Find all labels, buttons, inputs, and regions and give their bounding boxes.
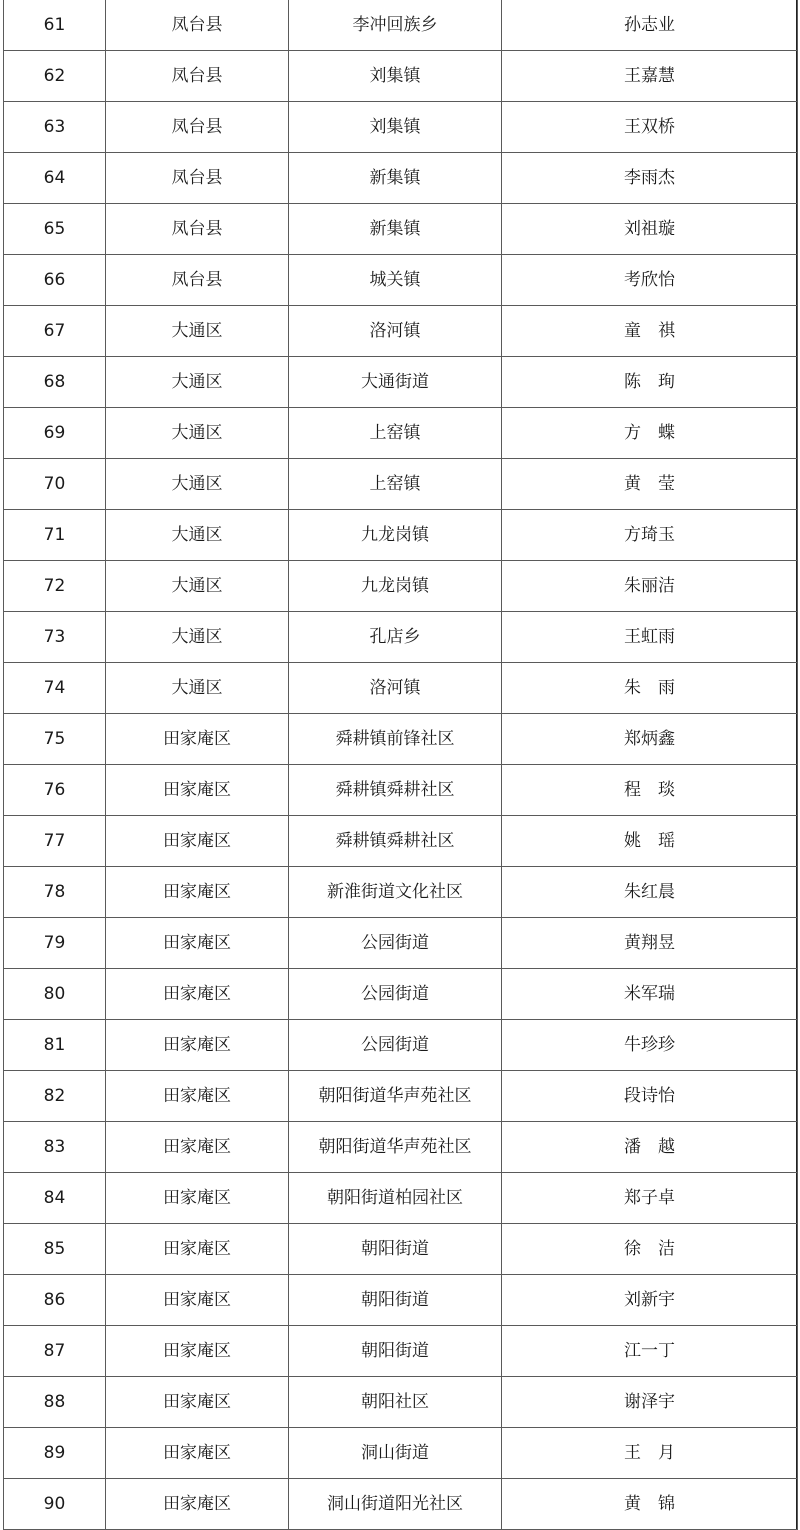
township-cell: 舜耕镇舜耕社区 (289, 765, 502, 816)
person-name-cell: 姚 瑶 (502, 816, 798, 867)
township-cell: 九龙岗镇 (289, 561, 502, 612)
county-cell: 田家庵区 (106, 1479, 289, 1530)
person-name-cell: 米军瑞 (502, 969, 798, 1020)
row-number-cell: 85 (4, 1224, 106, 1275)
county-cell: 田家庵区 (106, 1428, 289, 1479)
township-cell: 朝阳街道 (289, 1275, 502, 1326)
county-cell: 凤台县 (106, 204, 289, 255)
person-name-cell: 黄翔昱 (502, 918, 798, 969)
township-cell: 洛河镇 (289, 306, 502, 357)
county-cell: 凤台县 (106, 255, 289, 306)
row-number-cell: 73 (4, 612, 106, 663)
county-cell: 田家庵区 (106, 765, 289, 816)
row-number-cell: 71 (4, 510, 106, 561)
row-number-cell: 77 (4, 816, 106, 867)
table-row (4, 0, 798, 51)
table-row (4, 357, 798, 408)
table-row (4, 153, 798, 204)
township-cell: 公园街道 (289, 1020, 502, 1071)
row-number-cell: 84 (4, 1173, 106, 1224)
township-cell: 大通街道 (289, 357, 502, 408)
county-cell: 田家庵区 (106, 1224, 289, 1275)
county-cell: 田家庵区 (106, 1173, 289, 1224)
table-row (4, 867, 798, 918)
person-name-cell: 谢泽宇 (502, 1377, 798, 1428)
table-row (4, 612, 798, 663)
table-row (4, 1224, 798, 1275)
person-name-cell: 郑子卓 (502, 1173, 798, 1224)
person-name-cell: 孙志业 (502, 0, 798, 51)
township-cell: 朝阳社区 (289, 1377, 502, 1428)
row-number-cell: 64 (4, 153, 106, 204)
county-cell: 凤台县 (106, 0, 289, 51)
person-name-cell: 刘祖璇 (502, 204, 798, 255)
township-cell: 舜耕镇前锋社区 (289, 714, 502, 765)
document-page (3, 0, 797, 1530)
township-cell: 洞山街道阳光社区 (289, 1479, 502, 1530)
person-name-cell: 李雨杰 (502, 153, 798, 204)
person-name-cell: 黄 锦 (502, 1479, 798, 1530)
township-cell: 朝阳街道 (289, 1224, 502, 1275)
table-row (4, 1020, 798, 1071)
person-name-cell: 江一丁 (502, 1326, 798, 1377)
table-row (4, 306, 798, 357)
person-name-cell: 陈 珣 (502, 357, 798, 408)
table-row (4, 561, 798, 612)
county-cell: 田家庵区 (106, 1275, 289, 1326)
person-name-cell: 刘新宇 (502, 1275, 798, 1326)
row-number-cell: 78 (4, 867, 106, 918)
row-number-cell: 90 (4, 1479, 106, 1530)
table-row (4, 102, 798, 153)
county-cell: 大通区 (106, 459, 289, 510)
person-name-cell: 段诗怡 (502, 1071, 798, 1122)
township-cell: 新集镇 (289, 153, 502, 204)
township-cell: 朝阳街道华声苑社区 (289, 1122, 502, 1173)
table-row (4, 1377, 798, 1428)
person-name-cell: 方琦玉 (502, 510, 798, 561)
person-name-cell: 考欣怡 (502, 255, 798, 306)
county-cell: 大通区 (106, 357, 289, 408)
row-number-cell: 67 (4, 306, 106, 357)
row-number-cell: 89 (4, 1428, 106, 1479)
row-number-cell: 68 (4, 357, 106, 408)
township-cell: 朝阳街道 (289, 1326, 502, 1377)
table-row (4, 918, 798, 969)
township-cell: 九龙岗镇 (289, 510, 502, 561)
table-row (4, 663, 798, 714)
row-number-cell: 66 (4, 255, 106, 306)
table-row (4, 1071, 798, 1122)
table-row (4, 765, 798, 816)
row-number-cell: 62 (4, 51, 106, 102)
county-cell: 田家庵区 (106, 816, 289, 867)
person-name-cell: 王嘉慧 (502, 51, 798, 102)
row-number-cell: 70 (4, 459, 106, 510)
township-cell: 舜耕镇舜耕社区 (289, 816, 502, 867)
person-name-cell: 潘 越 (502, 1122, 798, 1173)
row-number-cell: 79 (4, 918, 106, 969)
township-cell: 公园街道 (289, 969, 502, 1020)
person-name-cell: 朱 雨 (502, 663, 798, 714)
county-cell: 大通区 (106, 561, 289, 612)
township-cell: 新集镇 (289, 204, 502, 255)
table-row (4, 204, 798, 255)
township-cell: 洞山街道 (289, 1428, 502, 1479)
county-cell: 凤台县 (106, 51, 289, 102)
row-number-cell: 86 (4, 1275, 106, 1326)
township-cell: 公园街道 (289, 918, 502, 969)
row-number-cell: 74 (4, 663, 106, 714)
county-cell: 凤台县 (106, 153, 289, 204)
table-row (4, 1275, 798, 1326)
table-row (4, 1326, 798, 1377)
township-cell: 上窑镇 (289, 459, 502, 510)
table-row (4, 714, 798, 765)
person-name-cell: 方 蝶 (502, 408, 798, 459)
row-number-cell: 81 (4, 1020, 106, 1071)
township-cell: 刘集镇 (289, 102, 502, 153)
table-row (4, 1428, 798, 1479)
person-name-cell: 牛珍珍 (502, 1020, 798, 1071)
county-cell: 田家庵区 (106, 1377, 289, 1428)
row-number-cell: 83 (4, 1122, 106, 1173)
row-number-cell: 75 (4, 714, 106, 765)
row-number-cell: 63 (4, 102, 106, 153)
person-name-cell: 童 祺 (502, 306, 798, 357)
county-cell: 田家庵区 (106, 1071, 289, 1122)
township-cell: 城关镇 (289, 255, 502, 306)
person-name-cell: 王双桥 (502, 102, 798, 153)
row-number-cell: 72 (4, 561, 106, 612)
person-name-cell: 郑炳鑫 (502, 714, 798, 765)
table-row (4, 1173, 798, 1224)
row-number-cell: 61 (4, 0, 106, 51)
row-number-cell: 65 (4, 204, 106, 255)
county-cell: 田家庵区 (106, 867, 289, 918)
county-cell: 田家庵区 (106, 1326, 289, 1377)
row-number-cell: 80 (4, 969, 106, 1020)
person-name-cell: 朱丽洁 (502, 561, 798, 612)
township-cell: 朝阳街道柏园社区 (289, 1173, 502, 1224)
table-body (4, 0, 798, 1530)
person-name-cell: 朱红晨 (502, 867, 798, 918)
person-name-cell: 王 月 (502, 1428, 798, 1479)
table-row (4, 510, 798, 561)
county-cell: 田家庵区 (106, 918, 289, 969)
list-table (3, 0, 798, 1530)
county-cell: 田家庵区 (106, 714, 289, 765)
table-row (4, 969, 798, 1020)
county-cell: 大通区 (106, 306, 289, 357)
township-cell: 刘集镇 (289, 51, 502, 102)
person-name-cell: 徐 洁 (502, 1224, 798, 1275)
county-cell: 田家庵区 (106, 1020, 289, 1071)
row-number-cell: 88 (4, 1377, 106, 1428)
township-cell: 上窑镇 (289, 408, 502, 459)
county-cell: 大通区 (106, 612, 289, 663)
township-cell: 朝阳街道华声苑社区 (289, 1071, 502, 1122)
table-row (4, 408, 798, 459)
table-row (4, 816, 798, 867)
row-number-cell: 82 (4, 1071, 106, 1122)
row-number-cell: 76 (4, 765, 106, 816)
table-row (4, 51, 798, 102)
county-cell: 田家庵区 (106, 969, 289, 1020)
township-cell: 孔店乡 (289, 612, 502, 663)
county-cell: 大通区 (106, 408, 289, 459)
table-row (4, 1479, 798, 1530)
township-cell: 新淮街道文化社区 (289, 867, 502, 918)
county-cell: 田家庵区 (106, 1122, 289, 1173)
county-cell: 大通区 (106, 663, 289, 714)
row-number-cell: 87 (4, 1326, 106, 1377)
county-cell: 大通区 (106, 510, 289, 561)
table-row (4, 1122, 798, 1173)
person-name-cell: 程 琰 (502, 765, 798, 816)
county-cell: 凤台县 (106, 102, 289, 153)
row-number-cell: 69 (4, 408, 106, 459)
table-row (4, 255, 798, 306)
table-row (4, 459, 798, 510)
person-name-cell: 黄 莹 (502, 459, 798, 510)
person-name-cell: 王虹雨 (502, 612, 798, 663)
township-cell: 李冲回族乡 (289, 0, 502, 51)
township-cell: 洛河镇 (289, 663, 502, 714)
